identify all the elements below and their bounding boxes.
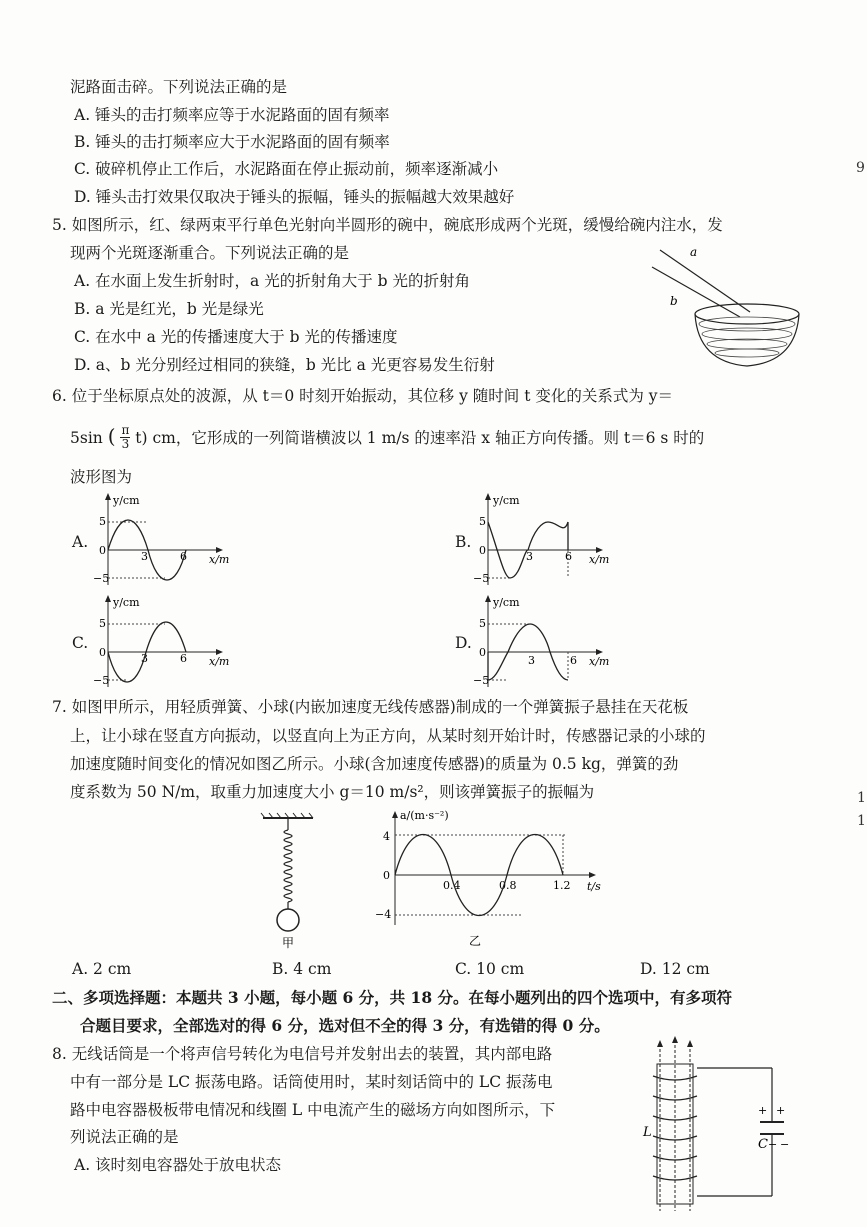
- q7-stem-line4: 度系数为 50 N/m，取重力加速度大小 g＝10 m/s²，则该弹簧振子的振幅为: [70, 783, 595, 801]
- q7-option-d: D. 12 cm: [640, 960, 710, 978]
- lc-circuit-figure: [640, 1036, 805, 1216]
- label-jia: 甲: [282, 936, 295, 950]
- tick-5: 5: [479, 515, 486, 528]
- tick-4: 4: [383, 830, 390, 843]
- y-label: y/cm: [493, 596, 520, 609]
- q5-stem-line2: 现两个光斑逐渐重合。下列说法正确的是: [70, 244, 350, 262]
- q5-option-d: D. a、b 光分别经过相同的狭缝，b 光比 a 光更容易发生衍射: [74, 356, 495, 374]
- tick-m4: −4: [375, 908, 392, 921]
- q4-option-b: B. 锤头的击打频率应大于水泥路面的固有频率: [74, 133, 390, 151]
- tick-0: 0: [99, 646, 106, 659]
- wave-graph-a: [92, 490, 242, 590]
- section2-heading-line2: 合题目要求，全部选对的得 6 分，选对但不全的得 3 分，有选错的得 0 分。: [80, 1016, 610, 1035]
- y-label: y/cm: [113, 596, 140, 609]
- y-label: y/cm: [493, 494, 520, 507]
- q6-stem-line1: 6. 位于坐标原点处的波源，从 t＝0 时刻开始振动，其位移 y 随时间 t 变化的关系式为 y＝: [52, 387, 674, 405]
- q8-option-a: A. 该时刻电容器处于放电状态: [74, 1156, 282, 1174]
- q8-stem-line4: 列说法正确的是: [70, 1128, 179, 1146]
- margin-fragment: 1: [857, 813, 866, 829]
- tick-5: 5: [99, 515, 106, 528]
- y-label: y/cm: [113, 494, 140, 507]
- capacitor-label: C: [758, 1137, 768, 1152]
- q5-stem-line1: 5. 如图所示，红、绿两束平行单色光射向半圆形的碗中，碗底形成两个光斑，缓慢给碗内注水，发: [52, 216, 723, 234]
- tick-5: 5: [479, 617, 486, 630]
- choice-label-a: A.: [72, 533, 89, 551]
- q4-option-a: A. 锤头的击打频率应等于水泥路面的固有频率: [74, 106, 390, 124]
- label-yi: 乙: [469, 934, 482, 948]
- q4-continuation: 泥路面击碎。下列说法正确的是: [70, 78, 288, 96]
- tick-m5: −5: [93, 572, 110, 585]
- q5-option-a: A. 在水面上发生折射时，a 光的折射角大于 b 光的折射角: [74, 272, 470, 290]
- minus-sign-1: −: [768, 1138, 778, 1151]
- tick-0: 0: [479, 544, 486, 557]
- tick-m5: −5: [473, 674, 490, 687]
- q7-stem-line2: 上，让小球在竖直方向振动，以竖直向上为正方向，从某时刻开始计时，传感器记录的小球的: [70, 727, 706, 745]
- q6-rest: t) cm，它形成的一列简谐横波以 1 m/s 的速率沿 x 轴正方向传播。则 t＝6 s 时的: [135, 429, 705, 447]
- tick-0: 0: [479, 646, 486, 659]
- tick-0-4: 0.4: [443, 879, 461, 892]
- plus-sign-2: +: [776, 1104, 786, 1117]
- q4-option-c: C. 破碎机停止工作后，水泥路面在停止振动前，频率逐渐减小: [74, 160, 499, 178]
- inductor-label: L: [643, 1125, 652, 1140]
- q7-option-b: B. 4 cm: [272, 960, 332, 978]
- tick-3: 3: [526, 550, 533, 563]
- q8-stem-line3: 路中电容器极板带电情况和线圈 L 中电流产生的磁场方向如图所示，下: [70, 1101, 556, 1119]
- tick-0-8: 0.8: [499, 879, 517, 892]
- ray-a-label: a: [690, 245, 698, 259]
- q7-stem-line3: 加速度随时间变化的情况如图乙所示。小球(含加速度传感器)的质量为 0.5 kg，弹簧的劲: [70, 755, 679, 773]
- minus-sign-2: −: [780, 1138, 790, 1151]
- tick-3: 3: [141, 550, 148, 563]
- tick-3: 3: [141, 652, 148, 665]
- tick-3: 3: [528, 654, 535, 667]
- tick-6: 6: [180, 550, 187, 563]
- q6-pi: π: [121, 422, 130, 437]
- section2-heading-line1: 二、多项选择题：本题共 3 小题，每小题 6 分，共 18 分。在每小题列出的四个选项中，有多项符: [52, 988, 733, 1007]
- q4-option-d: D. 锤头击打效果仅取决于锤头的振幅，锤头的振幅越大效果越好: [74, 188, 515, 206]
- x-label: x/m: [209, 655, 230, 668]
- acceleration-graph-yi: [365, 805, 620, 950]
- q6-stem-line2: [70, 422, 705, 453]
- tick-5: 5: [99, 617, 106, 630]
- tick-6: 6: [565, 550, 572, 563]
- choice-label-c: C.: [72, 634, 89, 652]
- tick-m5: −5: [93, 674, 110, 687]
- spring-figure-jia: [255, 810, 325, 950]
- t-axis-label: t/s: [587, 880, 601, 893]
- plus-sign-1: +: [758, 1104, 768, 1117]
- margin-fragment: 9: [856, 160, 865, 176]
- bowl-figure: [650, 242, 810, 372]
- q7-stem-line1: 7. 如图甲所示，用轻质弹簧、小球(内嵌加速度无线传感器)制成的一个弹簧振子悬挂在天花板: [52, 698, 689, 716]
- tick-m5: −5: [473, 572, 490, 585]
- tick-0: 0: [383, 869, 390, 882]
- ray-b-label: b: [670, 294, 678, 308]
- q6-5sin: 5sin: [70, 429, 103, 447]
- q7-option-c: C. 10 cm: [455, 960, 525, 978]
- x-label: x/m: [589, 655, 610, 668]
- q8-stem-line2: 中有一部分是 LC 振荡电路。话筒使用时，某时刻话筒中的 LC 振荡电: [70, 1073, 553, 1091]
- wave-graph-b: [472, 490, 622, 590]
- q5-option-c: C. 在水中 a 光的传播速度大于 b 光的传播速度: [74, 328, 398, 346]
- q6-three: 3: [121, 436, 130, 451]
- tick-0: 0: [99, 544, 106, 557]
- q5-option-b: B. a 光是红光，b 光是绿光: [74, 300, 264, 318]
- x-label: x/m: [589, 553, 610, 566]
- choice-label-d: D.: [455, 634, 472, 652]
- q7-option-a: A. 2 cm: [72, 960, 132, 978]
- a-axis-label: a/(m·s⁻²): [400, 809, 449, 822]
- x-label: x/m: [209, 553, 230, 566]
- choice-label-b: B.: [455, 533, 472, 551]
- margin-fragment: 1: [857, 790, 866, 806]
- tick-1-2: 1.2: [553, 879, 571, 892]
- q8-stem-line1: 8. 无线话筒是一个将声信号转化为电信号并发射出去的装置，其内部电路: [52, 1045, 553, 1063]
- tick-6: 6: [180, 652, 187, 665]
- q6-open-paren: (: [107, 424, 116, 448]
- q6-stem-line3: 波形图为: [70, 468, 133, 486]
- q6-fraction: [120, 424, 130, 451]
- wave-graph-d: [472, 592, 622, 692]
- wave-graph-c: [92, 592, 242, 692]
- tick-6: 6: [570, 654, 577, 667]
